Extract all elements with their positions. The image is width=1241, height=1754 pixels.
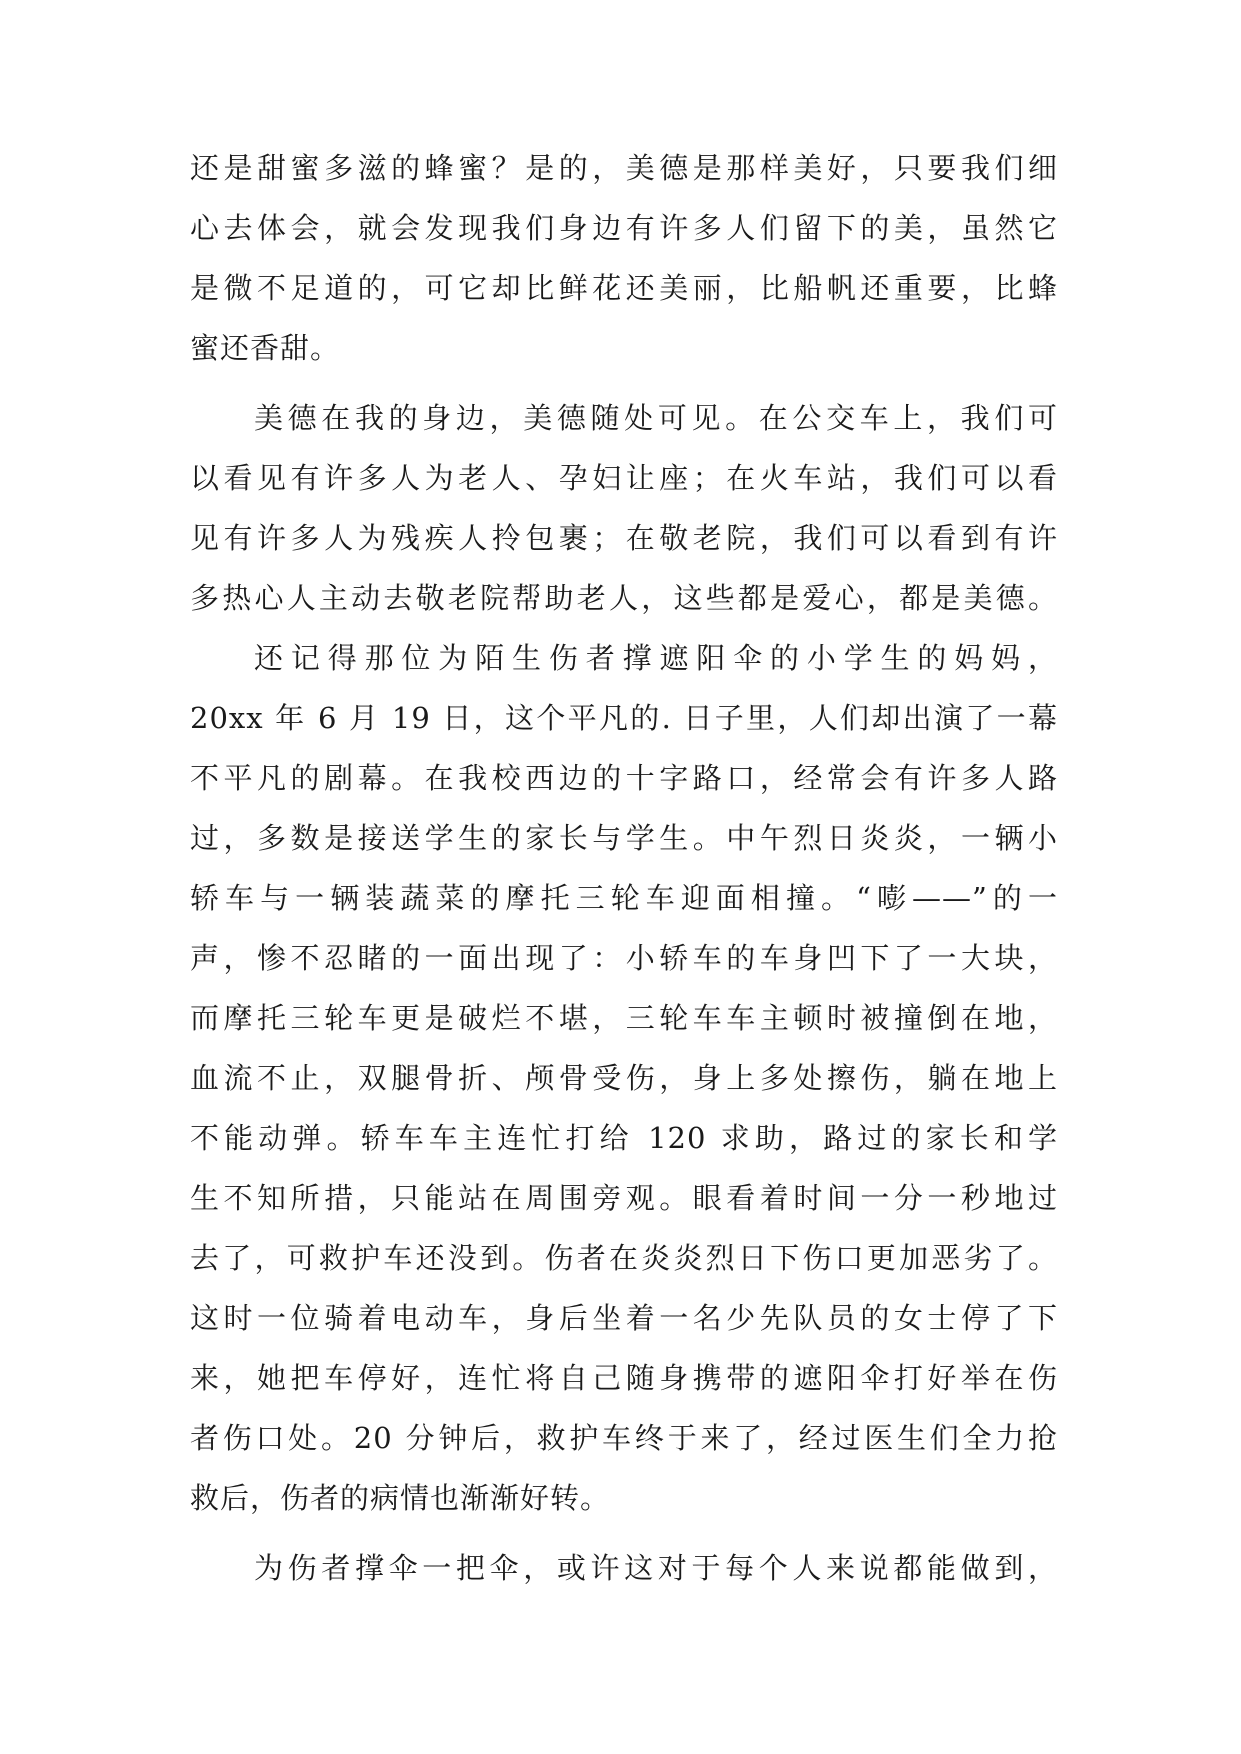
text-line: 来，她把车停好，连忙将自己随身携带的遮阳伞打好举在伤	[190, 1361, 1058, 1395]
paragraph-first-line: 为伤者撑伞一把伞，或许这对于每个人来说都能做到，	[254, 1551, 1058, 1585]
text-line: 是微不足道的，可它却比鲜花还美丽，比船帆还重要，比蜂	[190, 271, 1058, 305]
text-line: 轿车与一辆装蔬菜的摩托三轮车迎面相撞。“嘭——”的一	[190, 881, 1058, 915]
text-line: 者伤口处。20 分钟后，救护车终于来了，经过医生们全力抢	[190, 1421, 1058, 1455]
text-line: 声，惨不忍睹的一面出现了：小轿车的车身凹下了一大块，	[190, 941, 1058, 975]
text-line: 见有许多人为残疾人拎包裹；在敬老院，我们可以看到有许	[190, 521, 1058, 555]
text-line: 不平凡的剧幕。在我校西边的十字路口，经常会有许多人路	[190, 761, 1058, 795]
text-line: 蜜还香甜。	[190, 331, 341, 365]
text-line: 过，多数是接送学生的家长与学生。中午烈日炎炎，一辆小	[190, 821, 1058, 855]
text-line: 还是甜蜜多滋的蜂蜜？是的，美德是那样美好，只要我们细	[190, 151, 1058, 185]
text-line: 去了，可救护车还没到。伤者在炎炎烈日下伤口更加恶劣了。	[190, 1241, 1058, 1275]
text-line: 心去体会，就会发现我们身边有许多人们留下的美，虽然它	[190, 211, 1058, 245]
text-line: 多热心人主动去敬老院帮助老人，这些都是爱心，都是美德。	[190, 581, 1058, 615]
text-line: 生不知所措，只能站在周围旁观。眼看着时间一分一秒地过	[190, 1181, 1058, 1215]
text-line: 血流不止，双腿骨折、颅骨受伤，身上多处擦伤，躺在地上	[190, 1061, 1058, 1095]
paragraph-first-line: 美德在我的身边，美德随处可见。在公交车上，我们可	[254, 401, 1058, 435]
text-line: 而摩托三轮车更是破烂不堪，三轮车车主顿时被撞倒在地，	[190, 1001, 1058, 1035]
text-line: 这时一位骑着电动车，身后坐着一名少先队员的女士停了下	[190, 1301, 1058, 1335]
text-line: 以看见有许多人为老人、孕妇让座；在火车站，我们可以看	[190, 461, 1058, 495]
text-line: 20xx 年 6 月 19 日，这个平凡的. 日子里，人们却出演了一幕	[190, 701, 1058, 735]
paragraph-first-line: 还记得那位为陌生伤者撑遮阳伞的小学生的妈妈，	[254, 641, 1058, 675]
text-line: 救后，伤者的病情也渐渐好转。	[190, 1481, 611, 1515]
text-line: 不能动弹。轿车车主连忙打给 120 求助，路过的家长和学	[190, 1121, 1058, 1155]
